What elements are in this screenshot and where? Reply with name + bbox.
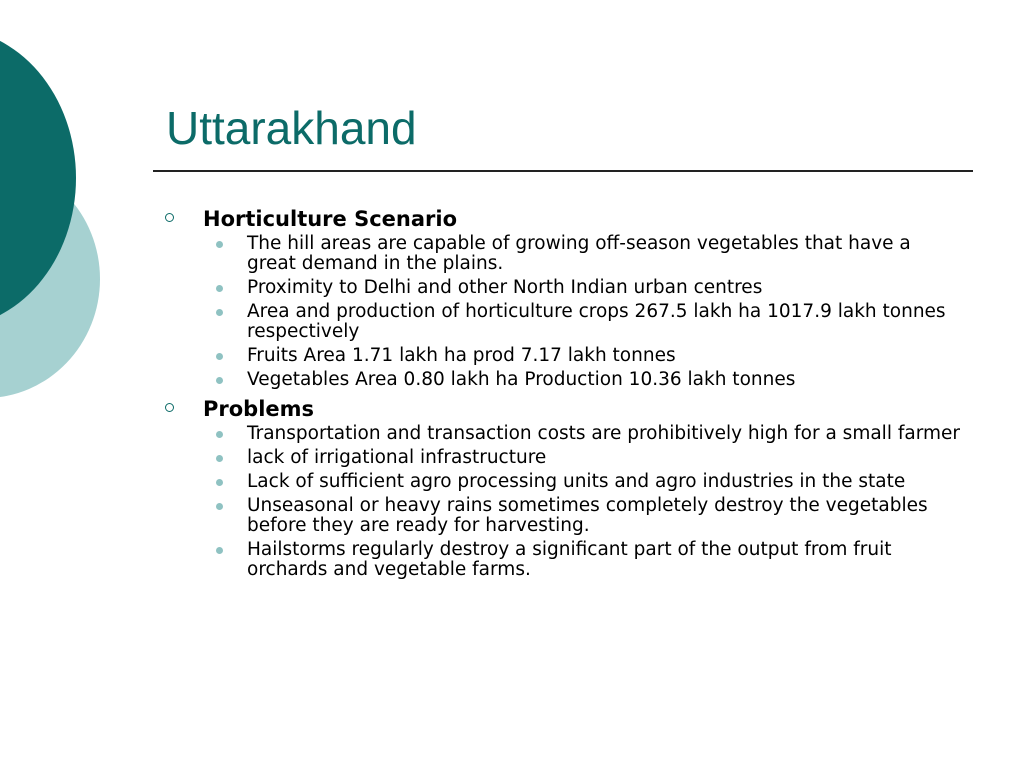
section-item-list [203, 424, 960, 580]
list-item-text: Vegetables Area 0.80 lakh ha Production 10.36 lakh tonnes [247, 369, 796, 390]
list-item [203, 346, 960, 366]
list-item [203, 424, 960, 444]
bullet-dot-icon [216, 377, 223, 384]
slide-content [160, 204, 960, 584]
section-problems [160, 394, 960, 580]
list-item-text: Unseasonal or heavy rains sometimes completely destroy the vegetables before they are ready for harvesting. [247, 495, 928, 536]
section-heading: Horticulture Scenario [203, 207, 458, 231]
bullet-dot-icon [216, 309, 223, 316]
title-divider [153, 170, 973, 172]
list-item [203, 370, 960, 390]
bullet-dot-icon [216, 479, 223, 486]
list-item [203, 448, 960, 468]
list-item-text: Lack of sufficient agro processing units and agro industries in the state [247, 471, 906, 492]
bullet-dot-icon [216, 547, 223, 554]
bullet-dot-icon [216, 503, 223, 510]
bullet-dot-icon [216, 285, 223, 292]
list-item [203, 302, 960, 342]
list-item [203, 234, 960, 274]
section-item-list [203, 234, 960, 390]
list-item [203, 472, 960, 492]
list-item-text: lack of irrigational infrastructure [247, 447, 547, 468]
list-item-text: Area and production of horticulture crops 267.5 lakh ha 1017.9 lakh tonnes respectively [247, 301, 946, 342]
hollow-circle-icon [165, 213, 174, 222]
bullet-dot-icon [216, 353, 223, 360]
bullet-dot-icon [216, 431, 223, 438]
list-item-text: Transportation and transaction costs are prohibitively high for a small farmer [247, 423, 960, 444]
list-item [203, 496, 960, 536]
list-item-text: Hailstorms regularly destroy a significant part of the output from fruit orchards and vegetable farms. [247, 539, 892, 580]
list-item [203, 540, 960, 580]
list-item-text: Fruits Area 1.71 lakh ha prod 7.17 lakh tonnes [247, 345, 676, 366]
section-horticulture-scenario [160, 204, 960, 390]
list-item-text: Proximity to Delhi and other North Indian urban centres [247, 277, 763, 298]
list-item [203, 278, 960, 298]
slide-title: Uttarakhand [166, 102, 417, 154]
list-item-text: The hill areas are capable of growing off-season vegetables that have a great demand in the plains. [247, 233, 911, 274]
hollow-circle-icon [165, 403, 174, 412]
bullet-dot-icon [216, 241, 223, 248]
section-heading: Problems [203, 397, 315, 421]
bullet-dot-icon [216, 455, 223, 462]
